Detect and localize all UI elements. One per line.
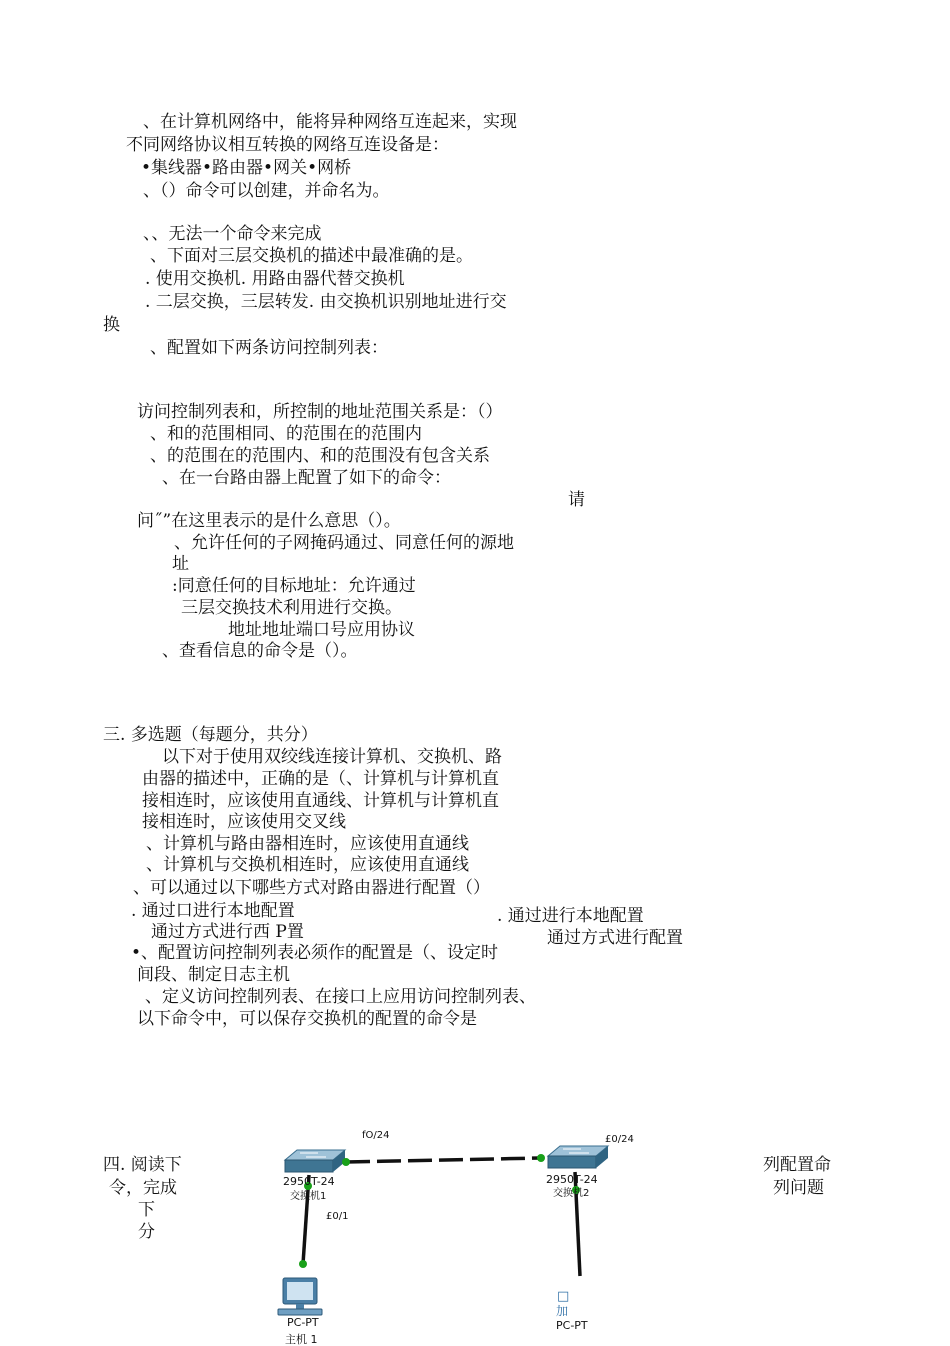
q-line-3: 、（）命令可以创建，并命名为。 bbox=[143, 181, 390, 201]
q-line-1: 、在计算机网络中，能将异种网络互连起来，实现 bbox=[143, 112, 517, 132]
q-options-line: 、计算机与交换机相连时，应该使用直通线 bbox=[146, 855, 469, 875]
q-options-line: . 通过口进行本地配置 bbox=[131, 901, 295, 921]
pc1-type-label: PC-PT bbox=[287, 1316, 319, 1329]
q-options-line: . 通过进行本地配置 bbox=[497, 906, 644, 926]
section-heading-part: 下 bbox=[138, 1200, 155, 1220]
q-line-14: 接相连时，应该使用直通线、计算机与计算机直 bbox=[142, 791, 499, 811]
port-label-f024-right: £0/24 bbox=[605, 1134, 634, 1145]
q-line-18: 间段、制定日志主机 bbox=[137, 965, 290, 985]
q-line-7: 访问控制列表和，所控制的地址范围关系是：（） bbox=[137, 402, 503, 422]
switch2-model-label: 2950T-24 bbox=[546, 1173, 598, 1186]
pc1-icon[interactable] bbox=[278, 1278, 322, 1315]
port-dot bbox=[537, 1154, 545, 1162]
q-options-line: 、计算机与路由器相连时，应该使用直通线 bbox=[146, 834, 469, 854]
pc2-icon[interactable]: □ bbox=[557, 1289, 570, 1304]
q-options-line: 、的范围在的范围内、和的范围没有包含关系 bbox=[150, 446, 490, 466]
section-heading-part: 列配置命 bbox=[763, 1155, 831, 1175]
q-options-line: 、定义访问控制列表、在接口上应用访问控制列表、 bbox=[145, 987, 536, 1007]
q-line-11: 、查看信息的命令是（）。 bbox=[162, 641, 358, 661]
switch1-name-label: 交换机1 bbox=[290, 1191, 327, 1202]
q-line-9: 问˝”在这里表示的是什么意思（）。 bbox=[137, 511, 401, 531]
port-label-f01: £0/1 bbox=[326, 1211, 349, 1222]
q-line-17: •、配置访问控制列表必须作的配置是（、设定时 bbox=[131, 943, 499, 963]
q-line-15: 接相连时，应该使用交叉线 bbox=[142, 812, 346, 832]
switch1-model-label: 2950T-24 bbox=[283, 1175, 335, 1188]
q-options-line: :同意任何的目标地址：允许通过 bbox=[172, 576, 416, 596]
switch2-icon[interactable] bbox=[548, 1146, 608, 1168]
q-options-line: 通过方式进行西 P置 bbox=[151, 922, 304, 942]
q-options-line: . 二层交换，三层转发. 由交换机识别地址进行交 bbox=[145, 292, 507, 312]
q-line-5: 、下面对三层交换机的描述中最准确的是。 bbox=[150, 246, 473, 266]
q-line-13: 由器的描述中，正确的是（、计算机与计算机直 bbox=[142, 769, 499, 789]
q-options-line: 、允许任何的子网掩码通过、同意任何的源地 bbox=[174, 533, 514, 553]
port-label-f024: fO/24 bbox=[362, 1130, 390, 1141]
section-heading-part: 令，完成 bbox=[109, 1178, 177, 1198]
q-line-wrap: 址 bbox=[172, 554, 189, 574]
q-line-19: 以下命令中，可以保存交换机的配置的命令是 bbox=[137, 1009, 477, 1029]
switch1-icon[interactable] bbox=[285, 1150, 345, 1172]
switch2-name-label: 交换机2 bbox=[553, 1188, 590, 1199]
pc2-name-label: 加 bbox=[556, 1304, 569, 1318]
q-options-line: 地址地址端口号应用协议 bbox=[228, 620, 415, 640]
section-heading-part: 四. 阅读下 bbox=[103, 1155, 182, 1175]
pc1-name-label: 主机 1 bbox=[285, 1333, 318, 1346]
q-line-16: 、可以通过以下哪些方式对路由器进行配置（） bbox=[133, 878, 490, 898]
q-line-12: 以下对于使用双绞线连接计算机、交换机、路 bbox=[162, 747, 502, 767]
q-options-line: . 使用交换机. 用路由器代替交换机 bbox=[145, 269, 405, 289]
q-options-line: •集线器•路由器•网关•网桥 bbox=[141, 158, 352, 178]
q-line-wrap: 换 bbox=[103, 315, 120, 335]
trunk-link bbox=[346, 1158, 541, 1162]
q-line-2: 不同网络协议相互转换的网络互连设备是： bbox=[126, 135, 449, 155]
section-heading-part: 分 bbox=[138, 1222, 155, 1242]
q-line-6: 、配置如下两条访问控制列表： bbox=[150, 338, 388, 358]
q-options-line: 、和的范围相同、的范围在的范围内 bbox=[150, 424, 422, 444]
port-dot bbox=[299, 1260, 307, 1268]
section-heading: 三. 多选题（每题分，共分） bbox=[103, 725, 318, 745]
pc2-type-label: PC-PT bbox=[556, 1319, 588, 1332]
q-line-4: 、、无法一个命令来完成 bbox=[143, 224, 322, 244]
section-heading-part: 列问题 bbox=[773, 1178, 824, 1198]
q-line-fragment: 请 bbox=[568, 490, 585, 510]
q-options-line: 通过方式进行配置 bbox=[547, 928, 683, 948]
q-line-8: 、在一台路由器上配置了如下的命令： bbox=[162, 468, 451, 488]
q-line-10: 三层交换技术利用进行交换。 bbox=[181, 598, 402, 618]
port-dot bbox=[342, 1158, 350, 1166]
